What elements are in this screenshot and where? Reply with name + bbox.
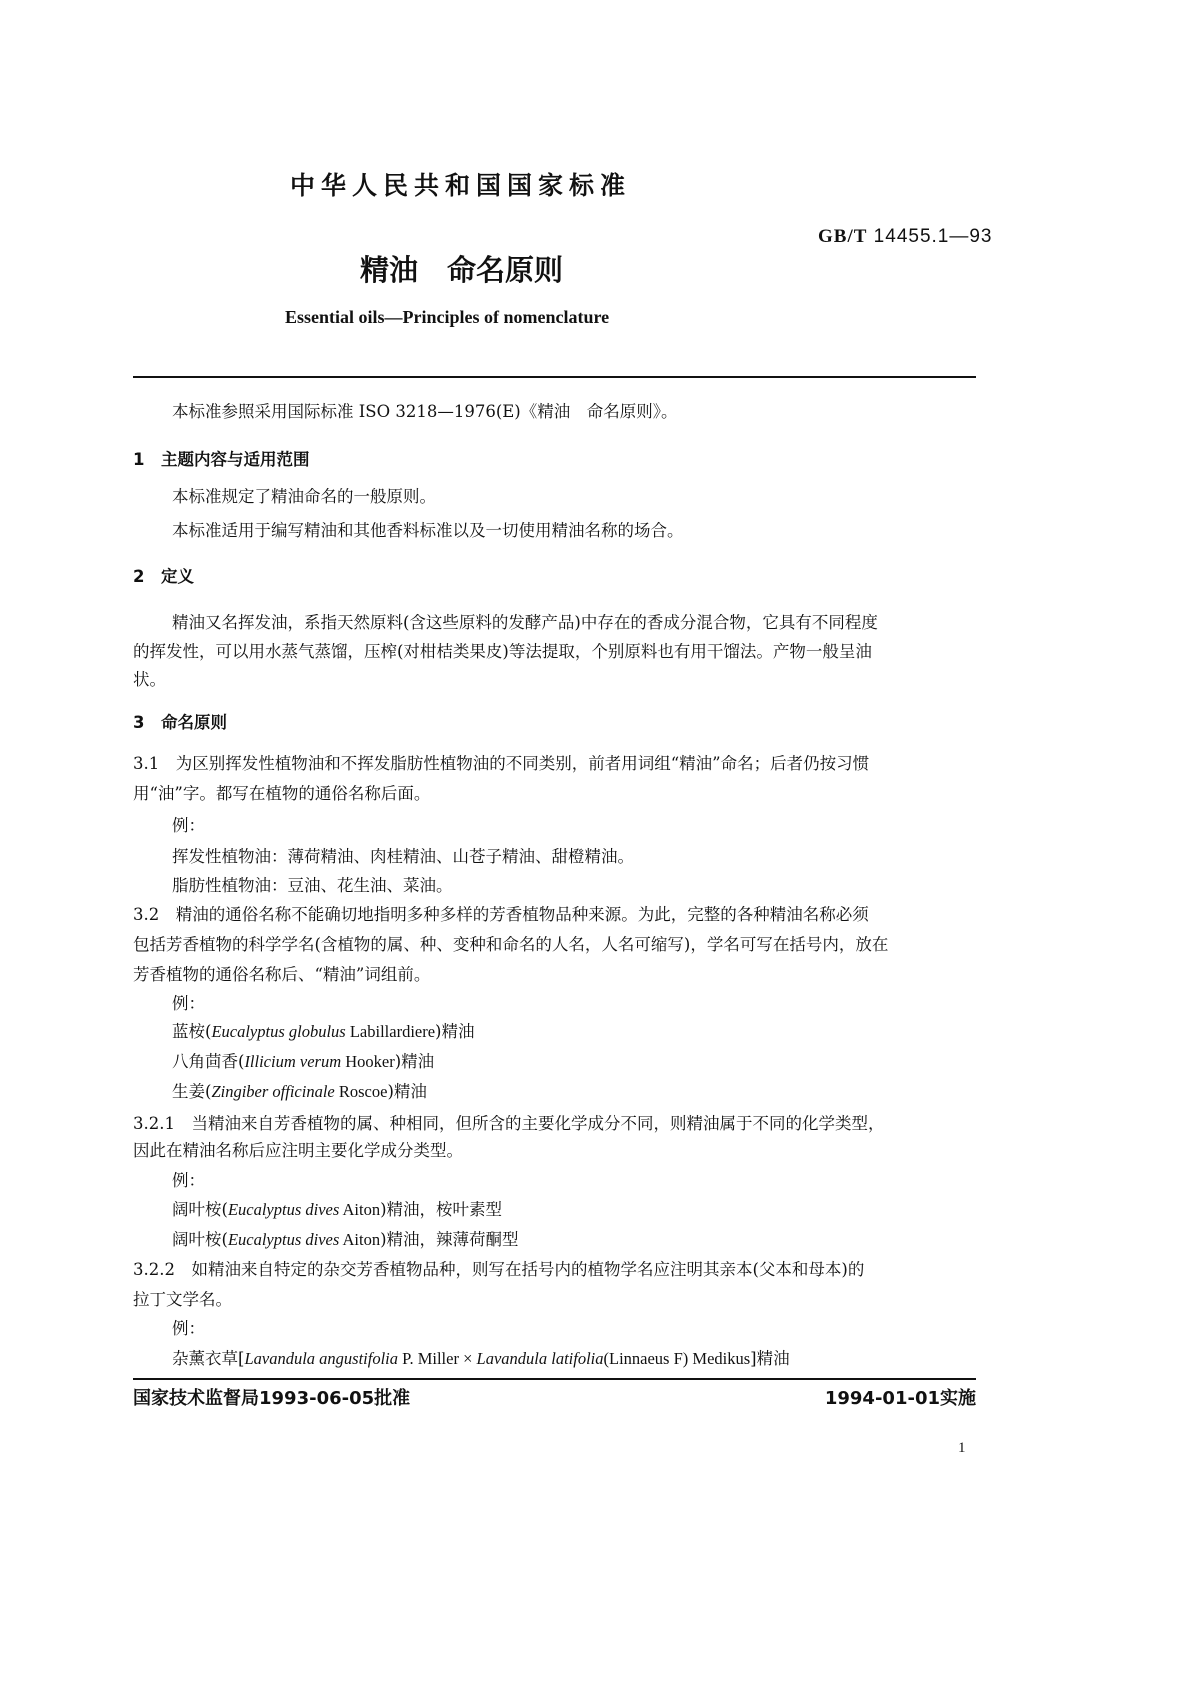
text-line [172, 612, 878, 634]
text-segment: 挥发性植物油：薄荷精油、肉桂精油、山苍子精油、甜橙精油。 [172, 847, 634, 866]
text-line [133, 783, 430, 805]
text-segment: 例： [172, 816, 205, 835]
text-line [133, 1140, 463, 1162]
text-segment: 1 主题内容与适用范围 [133, 450, 310, 469]
effective-date: 1994-01-01实施 [824, 1388, 976, 1409]
text-segment: )精油 [387, 1082, 427, 1101]
text-segment: ]精油 [750, 1349, 790, 1368]
text-segment: 用“油”字。都写在植物的通俗名称后面。 [133, 784, 431, 803]
standard-code-prefix: GB/T [818, 226, 868, 247]
text-segment: P. Miller × [398, 1349, 477, 1368]
text-segment: 芳香植物的通俗名称后、“精油”词组前。 [133, 965, 431, 984]
section-heading [133, 449, 309, 471]
text-line [133, 964, 430, 986]
text-segment: 本标准规定了精油命名的一般原则。 [172, 487, 436, 506]
text-segment: 阔叶桉( [172, 1200, 228, 1219]
text-segment: 状。 [133, 670, 166, 689]
text-line [172, 815, 205, 837]
latin-name: Zingiber officinale [211, 1082, 335, 1101]
text-segment: 因此在精油名称后应注明主要化学成分类型。 [133, 1141, 463, 1160]
text-segment: 3.2.2 如精油来自特定的杂交芳香植物品种，则写在括号内的植物学名应注明其亲本(父本和母本)的 [133, 1260, 865, 1279]
text-line [133, 1259, 864, 1281]
latin-name: Eucalyptus dives [227, 1230, 340, 1249]
text-segment: 3.1 为区别挥发性植物油和不挥发脂肪性植物油的不同类别，前者用词组“精油”命名；后者仍按习惯 [133, 754, 870, 773]
latin-name: Eucalyptus globulus [211, 1022, 346, 1041]
text-segment: )精油，桉叶素型 [380, 1200, 503, 1219]
text-segment: Aiton [339, 1230, 381, 1249]
text-segment: Aiton [339, 1200, 381, 1219]
text-segment: Roscoe [334, 1082, 388, 1101]
text-line [172, 1199, 502, 1221]
document-title-en: Essential oils—Principles of nomenclature [285, 307, 610, 327]
text-segment: )精油 [394, 1052, 435, 1071]
text-segment: 脂肪性植物油：豆油、花生油、菜油。 [172, 876, 453, 895]
text-line [172, 1051, 434, 1073]
text-segment: 例： [172, 994, 205, 1013]
text-line [172, 401, 678, 423]
text-line [172, 1318, 205, 1340]
text-line [172, 1229, 519, 1251]
text-segment: 本标准适用于编写精油和其他香料标准以及一切使用精油名称的场合。 [172, 521, 684, 540]
text-segment: 例： [172, 1319, 205, 1338]
text-line [133, 669, 166, 691]
section-heading [133, 712, 227, 734]
text-line [133, 641, 872, 663]
text-segment: 生姜( [172, 1082, 212, 1101]
text-segment: 拉丁文学名。 [133, 1290, 232, 1309]
document-title-cn: 精油 命名原则 [360, 253, 564, 287]
text-line [172, 875, 453, 897]
latin-name: Lavandula latifolia [476, 1349, 604, 1368]
text-line [133, 904, 869, 926]
approval-date: 国家技术监督局1993-06-05批准 [133, 1388, 411, 1409]
text-line [172, 993, 205, 1015]
standard-code [818, 226, 993, 248]
page-number: 1 [958, 1440, 966, 1456]
text-segment: 本标准参照采用国际标准 ISO 3218—1976(E)《精油 命名原则》。 [172, 402, 678, 421]
text-segment: 3.2 精油的通俗名称不能确切地指明多种多样的芳香植物品种来源。为此，完整的各种精油名称必须 [133, 905, 869, 924]
standard-code-number: 14455.1—93 [867, 226, 993, 247]
section-heading [133, 566, 194, 588]
text-line [172, 1021, 474, 1043]
text-line [172, 1081, 427, 1103]
text-line [133, 1113, 884, 1135]
latin-name: Lavandula angustifolia [244, 1349, 398, 1368]
text-line [172, 1170, 205, 1192]
text-segment: (Linnaeus F) Medikus [603, 1349, 751, 1368]
header-divider [133, 376, 976, 378]
latin-name: Eucalyptus dives [227, 1200, 340, 1219]
text-line [133, 1289, 232, 1311]
text-segment: 包括芳香植物的科学学名(含植物的属、种、变种和命名的人名，人名可缩写)，学名可写在括号内，放在 [133, 935, 889, 954]
text-line [172, 486, 436, 508]
footer-divider [133, 1378, 976, 1380]
text-segment: 蓝桉( [172, 1022, 212, 1041]
text-line [172, 520, 684, 542]
text-line [133, 934, 888, 956]
text-segment: )精油 [435, 1022, 475, 1041]
text-segment: )精油，辣薄荷酮型 [380, 1230, 519, 1249]
text-segment: 的挥发性，可以用水蒸气蒸馏，压榨(对柑桔类果皮)等法提取，个别原料也有用干馏法。产物一般呈油 [133, 642, 872, 661]
text-segment: 杂薰衣草[ [172, 1349, 245, 1368]
text-segment: 2 定义 [133, 567, 194, 586]
text-segment: 3.2.1 当精油来自芳香植物的属、种相同，但所含的主要化学成分不同，则精油属于不同的化学类型， [133, 1114, 885, 1133]
text-segment: 精油又名挥发油，系指天然原料(含这些原料的发酵产品)中存在的香成分混合物，它具有不同程度 [172, 613, 878, 632]
text-segment: 八角茴香( [172, 1052, 245, 1071]
text-segment: 3 命名原则 [133, 713, 227, 732]
text-segment: Labillardiere [345, 1022, 436, 1041]
text-line [172, 846, 634, 868]
standard-type-heading: 中华人民共和国国家标准 [290, 171, 632, 200]
text-segment: Hooker [341, 1052, 395, 1071]
text-line [133, 753, 869, 775]
text-line [172, 1348, 790, 1370]
text-segment: 例： [172, 1171, 205, 1190]
text-segment: 阔叶桉( [172, 1230, 228, 1249]
latin-name: Illicium verum [244, 1052, 342, 1071]
